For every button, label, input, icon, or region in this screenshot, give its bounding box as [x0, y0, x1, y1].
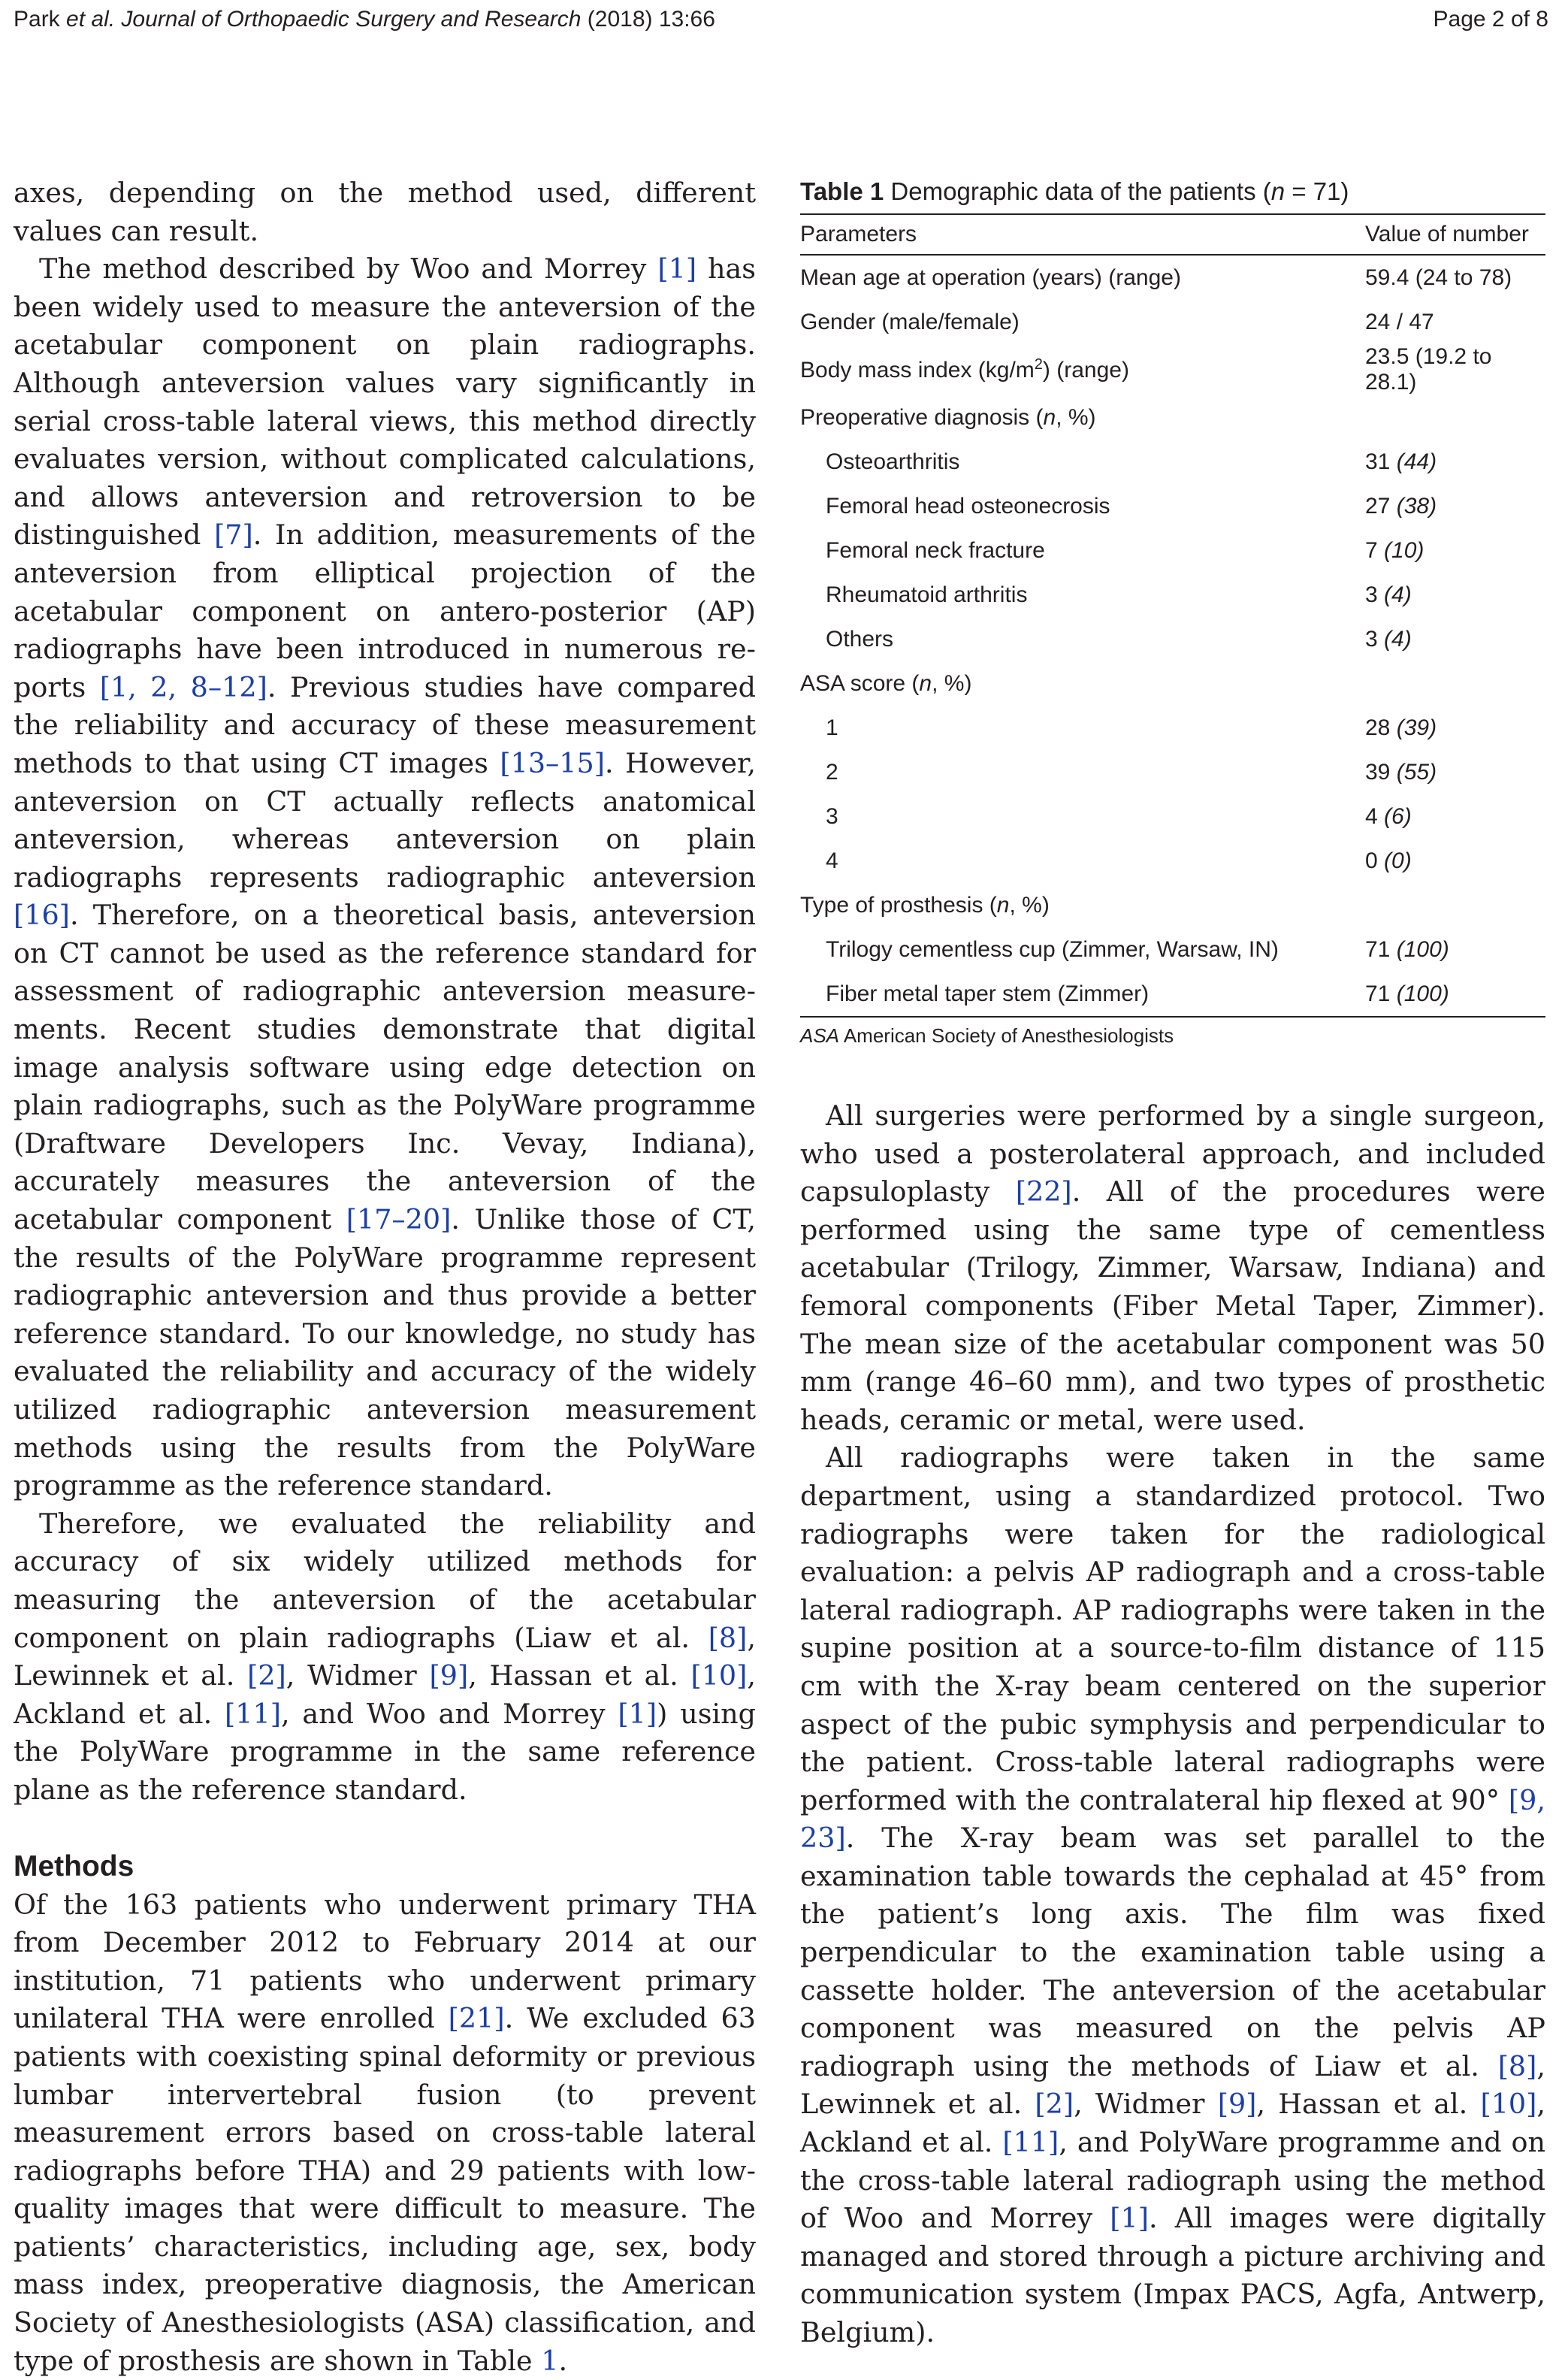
table-row: [800, 573, 1545, 617]
right-column: [800, 174, 1545, 2352]
citation-link[interactable]: [16]: [14, 899, 70, 932]
paragraph-text: , Lewinnek et al.: [800, 2049, 1545, 2121]
row-label: Type of prosthesis (n, %): [800, 892, 1050, 918]
paragraph-text: . The X-ray beam was set parallel to the examination table towards the cephalad at 45° from the patient’s long axis. The film was fixed perpendicular to the examination table using a cassette holder. The anteversion of the acetabular component was measured on the pelvis AP radiograph using the methods of Liaw et al.: [800, 1822, 1545, 2082]
table-1: [800, 174, 1545, 1051]
citation-link[interactable]: [17–20]: [346, 1203, 452, 1236]
table-row: [800, 395, 1545, 440]
paragraph-woo-morrey: [14, 250, 756, 1505]
paragraph-text: , Widmer: [1074, 2088, 1218, 2121]
footnote-abbreviation: ASA: [800, 1024, 840, 1047]
citation-link[interactable]: [8]: [708, 1621, 748, 1654]
paragraph-text: , Ackland et al.: [14, 1659, 756, 1730]
table-row: [800, 255, 1545, 300]
paragraph-text: . We excluded 63 patients with coexisting spinal deformity or previous lumbar intervertebral fusion (to prevent measurement errors based on cross-table lateral radiographs before THA) and 29 patients with low-quality images that were difficult to measure. The patients’ characteristics, including age, sex, body mass index, preoperative diagnosis, the American Society of Anesthesiologists (ASA) classification, and type of prosthesis are shown in Table: [14, 2002, 756, 2377]
table-row: [800, 972, 1545, 1017]
header-year-volume: (2018) 13:66: [581, 7, 715, 32]
row-value: 31 (44): [1365, 449, 1437, 474]
citation-link[interactable]: [11]: [225, 1697, 281, 1730]
row-label: Rheumatoid arthritis: [826, 582, 1028, 607]
row-value: 24 / 47: [1365, 309, 1434, 334]
citation-link[interactable]: [9]: [1217, 2088, 1257, 2121]
citation-link[interactable]: [2]: [1035, 2088, 1074, 2121]
table-row: [800, 883, 1545, 927]
paragraph-text: .: [558, 2344, 568, 2377]
row-label: Fiber metal taper stem (Zimmer): [826, 981, 1150, 1006]
row-value: 39 (55): [1365, 759, 1437, 785]
citation-link[interactable]: [1, 2, 8–12]: [99, 670, 267, 703]
paragraph-text: axes, depending on the method used, different values can result.: [14, 177, 756, 247]
paragraph-text: , and PolyWare programme and on the cross-table lateral radiograph using the method of Woo and Morrey: [800, 2126, 1545, 2235]
paragraph-text: Of the 163 patients who underwent primary THA from December 2012 to February 2014 at our institution, 71 patients who underwent primary unilateral THA were enrolled: [14, 1888, 756, 2035]
table-footnote: [800, 1021, 1545, 1051]
paragraph-text: , and Woo and Morrey: [280, 1697, 618, 1730]
table-row: [800, 661, 1545, 706]
row-label: Gender (male/female): [800, 309, 1020, 334]
header-journal-name: Journal of Orthopaedic Surgery and Research: [115, 7, 582, 32]
row-value: 27 (38): [1365, 493, 1437, 519]
row-label: ASA score (n, %): [800, 670, 972, 696]
row-label: Preoperative diagnosis (n, %): [800, 404, 1096, 430]
paragraph-text: . However, anteversion on CT actually reflects anatomical anteversion, whereas anteversion on plain radiographs represents radiographic anteversion: [14, 746, 756, 894]
table-header-row: [800, 214, 1545, 255]
column-header-parameters: Parameters: [800, 222, 917, 246]
table-row: [800, 617, 1545, 661]
journal-citation: [14, 5, 715, 35]
paragraph-patients: [14, 1886, 756, 2380]
paragraph-text: All radiographs were taken in the same department, using a standardized protocol. Two radiographs were taken for the radiological evaluation: a pelvis AP radiograph and a cross-table lateral radiograph. AP radiographs were taken in the supine position at a source-to-film distance of 115 cm with the X-ray beam centered on the superior aspect of the pubic symphysis and perpendicular to the patient. Cross-table lateral radiographs were performed with the contralateral hip flexed at 90°: [800, 1441, 1545, 1816]
paragraph-text: . Therefore, on a theoretical basis, anteversion on CT cannot be used as the reference standard for assessment of radiographic anteversion measurements. Recent studies demonstrate that digital image analysis software using edge detection on plain radiographs, such as the PolyWare programme (Draftware Developers Inc. Vevay, Indiana), accurately measures the anteversion of the acetabular component: [14, 899, 756, 1236]
table-row: [800, 750, 1545, 794]
citation-link[interactable]: [22]: [1015, 1175, 1072, 1208]
row-value: 7 (10): [1365, 537, 1425, 563]
table-caption: [800, 174, 1545, 209]
table-row: [800, 344, 1545, 395]
row-value: [1365, 395, 1545, 440]
citation-link[interactable]: [7]: [214, 519, 253, 552]
row-value: 3 (4): [1365, 626, 1412, 652]
row-label: Others: [826, 626, 894, 652]
table-caption-count: = 71): [1285, 177, 1349, 205]
table-row: [800, 839, 1545, 883]
table-spacer: [800, 1051, 1545, 1097]
paragraph-text: , Ackland et al.: [800, 2088, 1545, 2159]
left-column: [14, 174, 756, 2380]
row-value: 4 (6): [1365, 803, 1412, 829]
page-number: Page 2 of 8: [1433, 7, 1548, 32]
table-row: [800, 927, 1545, 972]
table-row: [800, 484, 1545, 528]
row-value: 0 (0): [1365, 848, 1412, 873]
paragraph-intro-end: [14, 174, 756, 250]
row-label: 1: [826, 715, 838, 740]
row-label: Body mass index $(kg/m^2)$ (range): [800, 356, 1129, 383]
table-caption-n: n: [1270, 177, 1286, 205]
table-caption-text: Demographic data of the patients (: [884, 177, 1271, 205]
citation-link[interactable]: [13–15]: [500, 746, 605, 779]
row-value: 28 (39): [1365, 715, 1437, 740]
section-spacer: [14, 1810, 756, 1847]
row-value: 59.4 (24 to 78): [1365, 265, 1512, 290]
citation-link[interactable]: [9]: [429, 1659, 469, 1692]
row-label: Femoral head osteonecrosis: [826, 493, 1110, 519]
citation-link[interactable]: [10]: [690, 1659, 748, 1692]
demographics-table: [800, 213, 1545, 1018]
citation-link[interactable]: [2]: [247, 1659, 286, 1692]
row-label: Mean age at operation (years) (range): [800, 265, 1181, 290]
row-label: 2: [826, 759, 838, 785]
row-label: 4: [826, 848, 838, 873]
citation-link[interactable]: [11]: [1002, 2126, 1059, 2159]
row-value: 71 (100): [1365, 981, 1449, 1006]
row-label: Trilogy cementless cup (Zimmer, Warsaw, IN): [826, 936, 1279, 962]
paragraph-text: . Unlike those of CT, the results of the PolyWare programme represent radiographic anteversion and thus provide a better reference standard. To our knowledge, no study has evaluated the reliability and accuracy of the widely utilized radiographic anteversion measurement methods using the results from the PolyWare programme as the reference standard.: [14, 1203, 756, 1502]
table-label: Table 1: [800, 177, 884, 205]
header-authors: Park: [14, 7, 67, 32]
paragraph-text: . Previous studies have compared the reliability and accuracy of these measurement methods to that using CT images: [14, 670, 756, 779]
paragraph-text: . In addition, measurements of the anteversion from elliptical projection of the acetabular component on antero-posterior (AP) radiographs have been introduced in numerous reports: [14, 519, 756, 703]
paragraph-text: Therefore, we evaluated the reliability and accuracy of six widely utilized methods for measuring the anteversion of the acetabular component on plain radiographs (Liaw et al.: [14, 1507, 756, 1654]
row-label: Osteoarthritis: [826, 449, 960, 474]
paragraph-text: , Widmer: [286, 1659, 430, 1692]
table-row: [800, 794, 1545, 839]
paragraph-text: . All images were digitally managed and stored through a picture archiving and communication system (Impax PACS, Agfa, Antwerp, Belgium).: [800, 2202, 1546, 2348]
paragraph-radiographs: [800, 1439, 1545, 2351]
citation-link[interactable]: [9, 23]: [800, 1783, 1545, 1855]
citation-link[interactable]: [10]: [1480, 2088, 1537, 2121]
paragraph-text: , Hassan et al.: [1256, 2088, 1481, 2121]
column-header-value: Value of number: [1365, 222, 1529, 246]
row-value: [1365, 661, 1545, 706]
paragraph-text: All surgeries were performed by a single surgeon, who used a posterolateral approach, and included capsuloplasty: [800, 1099, 1545, 1208]
table-row: [800, 300, 1545, 344]
row-value: [1365, 883, 1545, 927]
header-etal: et al.: [66, 7, 116, 32]
paragraph-text: has been widely used to measure the anteversion of the acetabular component on plain radiographs. Although anteversion values vary significantly in serial cross-table lateral views, this method directly evaluates version, without complicated calculations, and allows anteversion and retroversion to be distinguished: [14, 253, 756, 552]
citation-link[interactable]: 1: [541, 2344, 559, 2377]
paragraph-surgery: [800, 1097, 1545, 1439]
row-label: Femoral neck fracture: [826, 537, 1045, 563]
row-value: 23.5 (19.2 to 28.1): [1365, 344, 1492, 395]
row-label: 3: [826, 803, 838, 829]
table-row: [800, 528, 1545, 573]
paragraph-text: , Hassan et al.: [468, 1659, 691, 1692]
paragraph-text: . All of the procedures were performed using the same type of cementless acetabular (Trilogy, Zimmer, Warsaw, Indiana) and femoral components (Fiber Metal Taper, Zimmer). The mean size of the acetabular component was 50 mm (range 46–60 mm), and two types of prosthetic heads, ceramic or metal, were used.: [800, 1175, 1545, 1436]
methods-heading: Methods: [14, 1849, 134, 1883]
citation-link[interactable]: [1]: [618, 1697, 657, 1730]
citation-link[interactable]: [21]: [448, 2002, 505, 2035]
paragraph-text: The method described by Woo and Morrey: [39, 253, 658, 286]
paragraph-aim: [14, 1505, 756, 1810]
table-body: [800, 255, 1545, 1017]
table-row: [800, 706, 1545, 750]
citation-link[interactable]: [1]: [1110, 2202, 1149, 2235]
paragraph-text: ) using the PolyWare programme in the same reference plane as the reference standard.: [14, 1697, 756, 1806]
row-value: 3 (4): [1365, 582, 1412, 607]
running-header: [14, 5, 1548, 35]
citation-link[interactable]: [8]: [1497, 2049, 1537, 2082]
citation-link[interactable]: [1]: [657, 253, 697, 286]
row-value: 71 (100): [1365, 936, 1449, 962]
footnote-text: American Society of Anesthesiologists: [839, 1024, 1174, 1047]
table-row: [800, 440, 1545, 484]
paragraph-text: , Lewinnek et al.: [14, 1621, 756, 1692]
